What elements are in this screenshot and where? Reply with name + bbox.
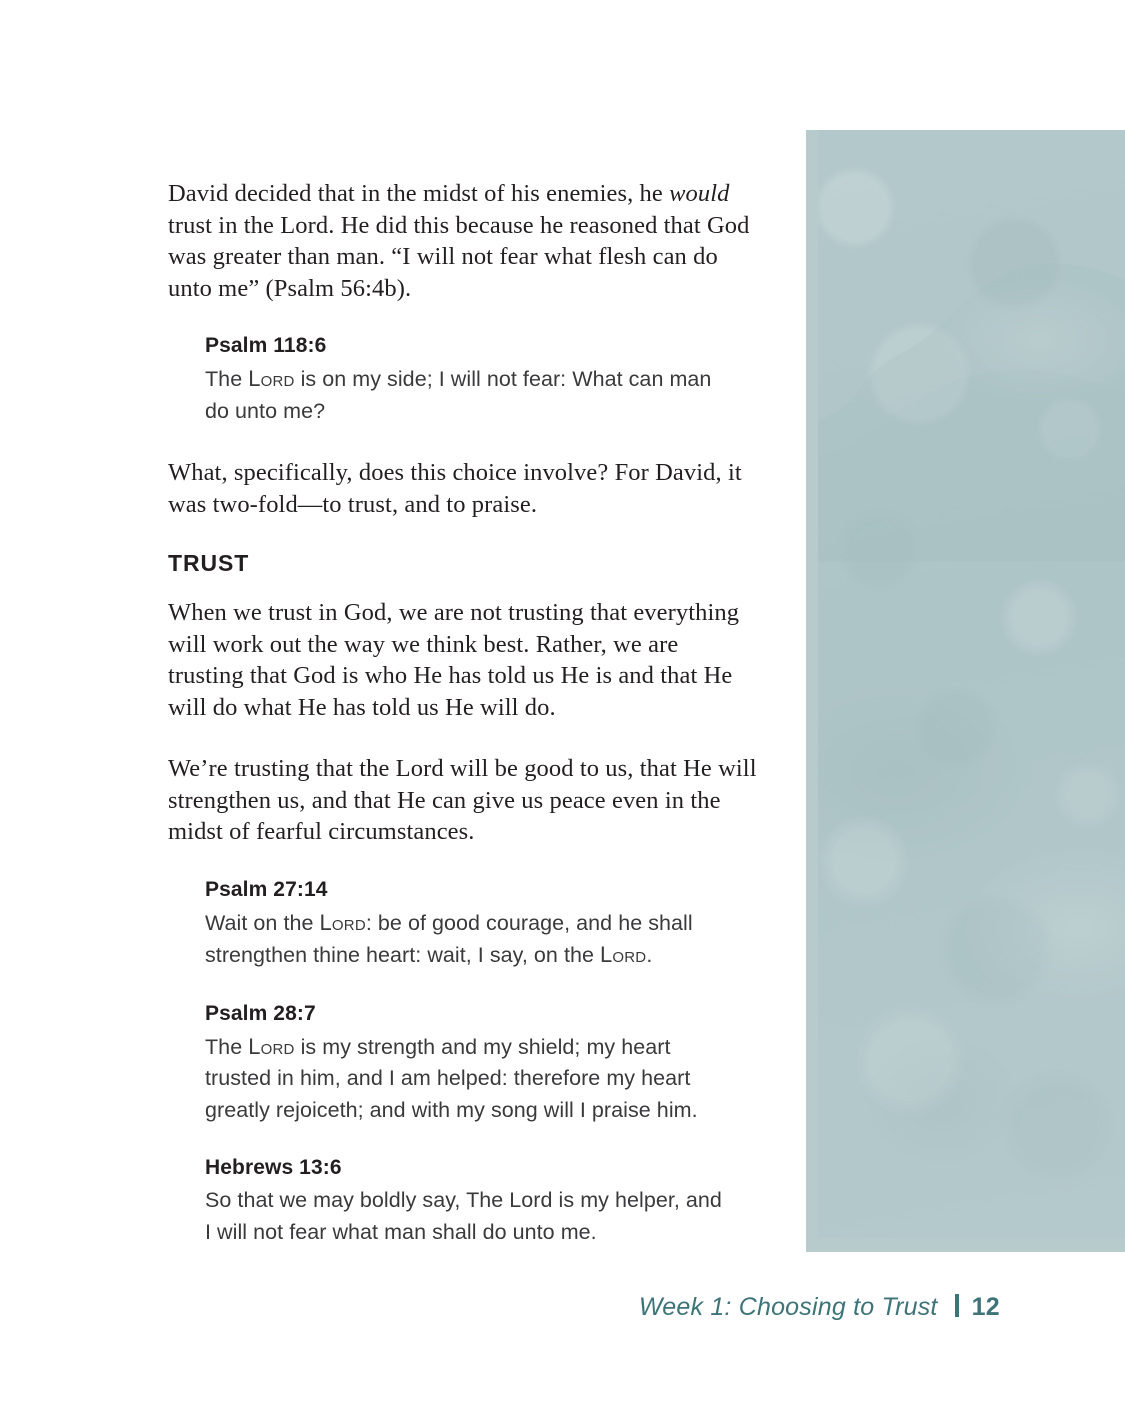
scripture-text-after: is on my side; I will not fear: What can man do unto me? xyxy=(205,367,712,423)
decorative-image-panel xyxy=(806,130,1125,1252)
scripture-reference: Psalm 118:6 xyxy=(205,334,327,357)
paragraph-intro-part1: David decided that in the midst of his enemies, he xyxy=(168,180,670,207)
divine-name-lord: Lord xyxy=(319,909,366,935)
scripture-text-after: . xyxy=(646,943,653,967)
footer-chapter-title: Week 1: Choosing to Trust xyxy=(638,1293,938,1321)
divine-name-lord: Lord xyxy=(248,1033,295,1059)
scripture-text-after: is my strength and my shield; my heart trusted in him, and I am helped: therefore my heart greatly rejoiceth; and with my song will I praise him. xyxy=(205,1034,698,1122)
scripture-text-before: The xyxy=(205,367,249,391)
scripture-text-before: Wait on the xyxy=(205,910,320,935)
footer-separator-bar xyxy=(955,1294,959,1317)
scripture-text xyxy=(205,907,729,972)
paragraph-trusting-god: When we trust in God, we are not trusting that everything will work out the way we think best. Rather, we are trusting that God is who He has told us He is and that He will do what He has told us He will do. xyxy=(168,599,740,721)
scripture-text xyxy=(205,363,729,427)
divine-name-lord: Lord xyxy=(248,366,295,391)
scripture-reference: Hebrews 13:6 xyxy=(205,1156,342,1179)
page-content xyxy=(168,178,760,1278)
page-number: 12 xyxy=(971,1293,1000,1321)
scripture-reference: Psalm 27:14 xyxy=(205,877,328,901)
paragraph-intro xyxy=(168,178,760,304)
scripture-block-psalm-118-6 xyxy=(205,334,760,427)
scripture-text: So that we may boldly say, The Lord is my helper, and I will not fear what man shall do unto me. xyxy=(205,1188,722,1244)
scripture-block-psalm-28-7 xyxy=(205,1002,760,1127)
page-footer xyxy=(639,1292,1000,1322)
decorative-panel-inner xyxy=(818,130,1125,1238)
scripture-text xyxy=(205,1031,729,1127)
scripture-block-psalm-27-14 xyxy=(205,878,760,972)
paragraph-choice-question: What, specifically, does this choice involve? For David, it was two-fold—to trust, and to praise. xyxy=(168,459,742,518)
paragraph-intro-part2: trust in the Lord. He did this because he reasoned that God was greater than man. “I will not fear what flesh can do unto me” (Psalm 56:4b). xyxy=(168,211,750,302)
paragraph-trusting-goodness: We’re trusting that the Lord will be good to us, that He will strengthen us, and that He can give us peace even in the midst of fearful circumstances. xyxy=(168,755,757,845)
scripture-block-hebrews-13-6 xyxy=(205,1156,760,1248)
scripture-text-middle: : be of good courage, and he shall strengthen thine heart: wait, I say, on the xyxy=(205,910,693,967)
scripture-text-before: The xyxy=(205,1034,249,1059)
mountain-ridge-graphic xyxy=(818,185,1125,562)
section-heading-trust: TRUST xyxy=(168,550,250,576)
divine-name-lord-second: Lord xyxy=(600,942,647,967)
paragraph-intro-emphasis: would xyxy=(669,180,730,207)
scripture-reference: Psalm 28:7 xyxy=(205,1001,316,1025)
